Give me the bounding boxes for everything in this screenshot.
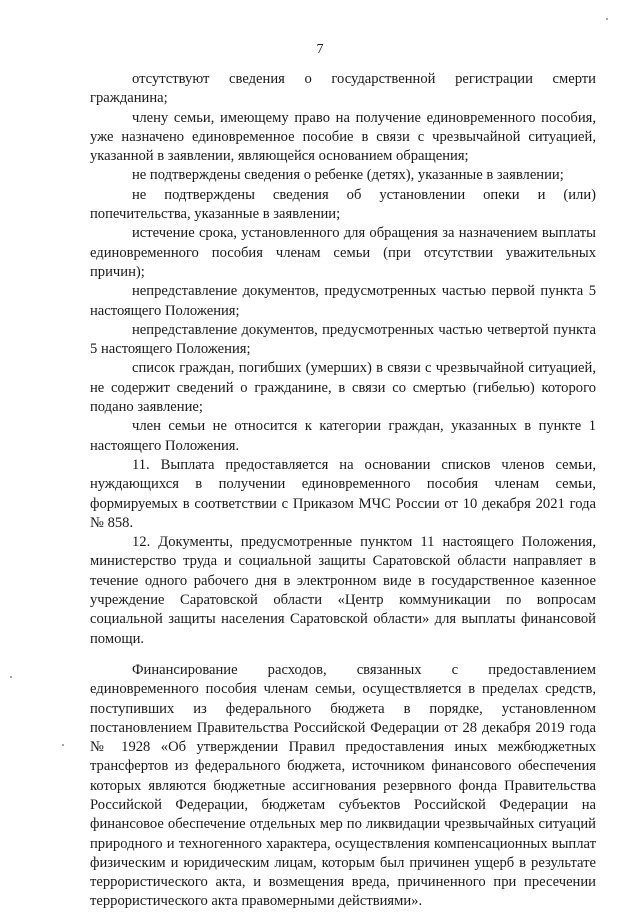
paragraph-clause-12: 12. Документы, предусмотренные пунктом 11 настоящего Положения, министерство труда и социальной защиты Саратовской области направляет в течение одного рабочего дня в электронном виде в государственное казенное учреждение Саратовской области «Центр коммуникации по вопросам социальной защиты населения Саратовской области» для выплаты финансовой помощи. — [90, 534, 596, 647]
paragraph-financing: Финансирование расходов, связанных с предоставлением единовременного пособия членам семьи, осуществляется в пределах средств, поступивших из федерального бюджета в порядке, установленном постановлением Правительства Российской Федерации от 28 декабря 2019 года № 1928 «Об утверждении Правил предоставления иных межбюджетных трансфертов из федерального бюджета, источником финансового обеспечения которых являются бюджетные ассигнования резервного фонда Правительства Российской Федерации, бюджетам субъектов Российской Федерации на финансовое обеспечение отдельных мер по ликвидации чрезвычайных ситуаций природного и техногенного характера, осуществления компенсационных выплат физическим и юридическим лицам, которым был причинен ущерб в результате террористического акта, и возмещения вреда, причиненного при пресечении террористического акта правомерными действиями». — [90, 661, 596, 910]
scan-speck — [10, 676, 12, 678]
paragraph-not-eligible-category: член семьи не относится к категории граждан, указанных в пункте 1 настоящего Положения. — [90, 418, 596, 454]
paragraph-not-in-list: список граждан, погибших (умерших) в связи с чрезвычайной ситуацией, не содержит сведений о гражданине, в связи со смертью (гибелью) которого подано заявление; — [90, 360, 596, 416]
paragraph-no-death-registration: отсутствуют сведения о государственной регистрации смерти гражданина; — [90, 71, 596, 107]
page-number: 7 — [316, 42, 324, 57]
paragraph-already-assigned: члену семьи, имеющему право на получение единовременного пособия, уже назначено единовременное пособие в связи с чрезвычайной ситуацией, указанной в заявлении, являющейся основанием обращения; — [90, 109, 596, 165]
scan-speck — [62, 744, 64, 746]
document-body — [90, 70, 596, 912]
paragraph-deadline-expired: истечение срока, установленного для обращения за назначением выплаты единовременного пособия членам семьи (при отсутствии уважительных причин); — [90, 225, 596, 280]
paragraph-child-not-confirmed: не подтверждены сведения о ребенке (детях), указанные в заявлении; — [132, 167, 564, 184]
paragraph-clause-11: 11. Выплата предоставляется на основании списков членов семьи, нуждающихся в получении единовременного пособия членам семьи, формируемых в соответствии с Приказом МЧС России от 10 декабря 2021 года № 858. — [90, 456, 596, 531]
paragraph-missing-docs-part-four: непредставление документов, предусмотренных частью четвертой пункта 5 настоящего Положения; — [90, 321, 596, 358]
scan-speck — [606, 18, 608, 20]
paragraph-missing-docs-part-one: непредставление документов, предусмотренных частью первой пункта 5 настоящего Положения; — [90, 283, 596, 319]
paragraph-guardianship-not-confirmed: не подтверждены сведения об установлении опеки и (или) попечительства, указанные в заявлении; — [90, 186, 596, 223]
